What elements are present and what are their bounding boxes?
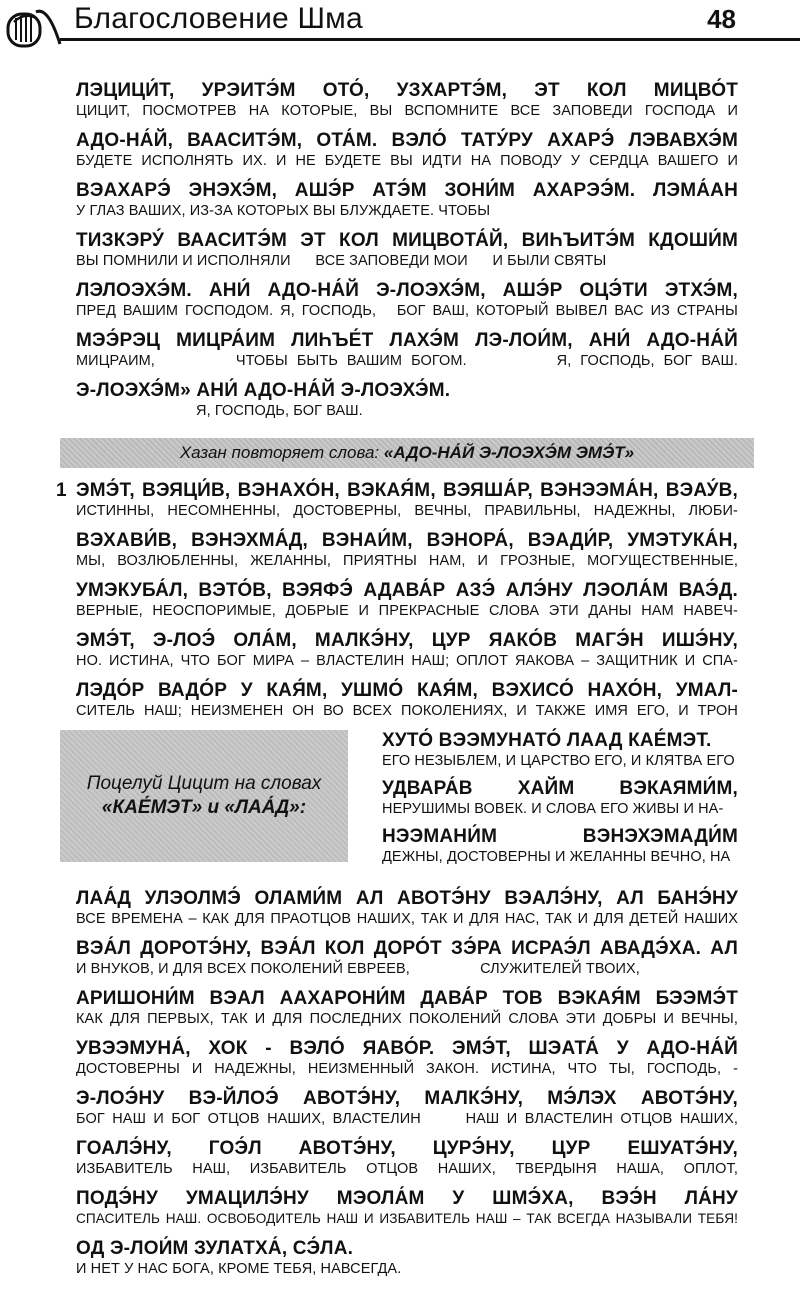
transliteration: ГОАЛЭ́НУ, ГОЭ́Л АВОТЭ́НУ, ЦУРЭ́НУ, ЦУР ЕШУАТЭ́НУ, bbox=[76, 1138, 738, 1159]
translation: ЦИЦИТ, ПОСМОТРЕВ НА КОТОРЫЕ, ВЫ ВСПОМНИТЕ ВСЕ ЗАПОВЕДИ ГОСПОДА И bbox=[76, 103, 738, 119]
translation: ИСТИННЫ, НЕСОМНЕННЫ, ДОСТОВЕРНЫ, ВЕЧНЫ, ПРАВИЛЬНЫ, НАДЕЖНЫ, ЛЮБИ- bbox=[76, 503, 738, 519]
transliteration: АРИШОНИ́М ВЭАЛ ААХАРОНИ́М ДАВА́Р ТОВ ВЭКАЯ́М БЭЭМЭ́Т bbox=[76, 988, 738, 1009]
translation: НЕРУШИМЫ ВОВЕК. И СЛОВА ЕГО ЖИВЫ И НА- bbox=[382, 801, 724, 817]
translation: И ВНУКОВ, И ДЛЯ ВСЕХ ПОКОЛЕНИЙ ЕВРЕЕВ, СЛУЖИТЕЛЕЙ ТВОИХ, bbox=[76, 961, 640, 977]
transliteration: ЛЭДО́Р ВАДО́Р У КАЯ́М, УШМО́ КАЯ́М, ВЭХИСО́ НАХО́Н, УМАЛ- bbox=[76, 680, 738, 701]
verse-line bbox=[76, 80, 738, 120]
transliteration: УМЭКУБА́Л, ВЭТО́В, ВЭЯФЭ́ АДАВА́Р АЗЭ́ АЛЭ́НУ ЛЭОЛА́М ВАЭ́Д. bbox=[76, 580, 738, 601]
transliteration: ТИЗКЭРУ́ ВААСИТЭ́М ЭТ КОЛ МИЦВОТА́Й, ВИҺЪИТЭ́М КДОШИ́М bbox=[76, 230, 738, 251]
translation: И НЕТ У НАС БОГА, КРОМЕ ТЕБЯ, НАВСЕГДА. bbox=[76, 1261, 402, 1277]
verse-line bbox=[76, 280, 738, 320]
verse-line bbox=[76, 1138, 738, 1178]
verse-line bbox=[76, 530, 738, 570]
translation: ВЕРНЫЕ, НЕОСПОРИМЫЕ, ДОБРЫЕ И ПРЕКРАСНЫЕ СЛОВА ЭТИ ДАНЫ НАМ НАВЕЧ- bbox=[76, 603, 738, 619]
instruction-words: «КАЕ́МЭТ» и «ЛАА́Д»: bbox=[101, 797, 307, 818]
transliteration: Э-ЛОЭ́НУ ВЭ-ЙЛОЭ́ АВОТЭ́НУ, МАЛКЭ́НУ, МЭ́ЛЭХ АВОТЭ́НУ, bbox=[76, 1088, 738, 1109]
page-title: Благословение Шма bbox=[74, 2, 363, 35]
verse-line bbox=[56, 480, 738, 520]
translation: Я, ГОСПОДЬ, БОГ ВАШ. bbox=[196, 403, 363, 419]
verse-line bbox=[76, 230, 738, 270]
header-rule bbox=[60, 38, 800, 41]
transliteration: АДО-НА́Й, ВААСИТЭ́М, ОТА́М. ВЭЛО́ ТАТУ́РУ АХАРЭ́ ЛЭВАВХЭ́М bbox=[76, 130, 738, 151]
translation: БОГ НАШ И БОГ ОТЦОВ НАШИХ, ВЛАСТЕЛИН НАШ И ВЛАСТЕЛИН ОТЦОВ НАШИХ, bbox=[76, 1111, 738, 1127]
transliteration: ЛАА́Д УЛЭОЛМЭ́ ОЛАМИ́М АЛ АВОТЭ́НУ ВЭАЛЭ́НУ, АЛ БАНЭ́НУ bbox=[76, 888, 738, 909]
transliteration: ЭМЭ́Т, ВЭЯЦИ́В, ВЭНАХО́Н, ВЭКАЯ́М, ВЭЯША́Р, ВЭНЭЭМА́Н, ВЭАУ́В, bbox=[76, 480, 738, 501]
verse-line bbox=[76, 938, 738, 978]
verse-line bbox=[76, 1188, 738, 1228]
verse-line bbox=[76, 180, 738, 220]
transliteration: ХУТО́ ВЭЭМУНАТО́ ЛААД КАЕ́МЭТ. bbox=[382, 730, 712, 751]
translation: ВЫ ПОМНИЛИ И ИСПОЛНЯЛИ ВСЕ ЗАПОВЕДИ МОИ И БЫЛИ СВЯТЫ bbox=[76, 253, 607, 269]
instruction-line: Поцелуй Цицит на словах bbox=[86, 773, 322, 794]
verse-line bbox=[76, 580, 738, 620]
verse-line bbox=[382, 826, 738, 866]
banner-bold-text: «АДО-НА́Й Э-ЛОЭХЭ́М ЭМЭ́Т» bbox=[383, 443, 635, 462]
verse-line bbox=[76, 330, 738, 370]
transliteration: ПОДЭ́НУ УМАЦИЛЭ́НУ МЭОЛА́М У ШМЭ́ХА, ВЭЭ́Н ЛА́НУ bbox=[76, 1188, 738, 1209]
translation: НО. ИСТИНА, ЧТО БОГ МИРА – ВЛАСТЕЛИН НАШ; ОПЛОТ ЯАКОВА – ЗАЩИТНИК И СПА- bbox=[76, 653, 738, 669]
translation: МЫ, ВОЗЛЮБЛЕННЫ, ЖЕЛАННЫ, ПРИЯТНЫ НАМ, И ГРОЗНЫЕ, МОГУЩЕСТВЕННЫЕ, bbox=[76, 553, 738, 569]
verse-line bbox=[76, 988, 738, 1028]
tzitzit-kiss-instruction bbox=[60, 730, 348, 862]
translation: ВСЕ ВРЕМЕНА – КАК ДЛЯ ПРАОТЦОВ НАШИХ, ТАК И ДЛЯ НАС, ТАК И ДЛЯ ДЕТЕЙ НАШИХ bbox=[76, 911, 738, 927]
transliteration: ЛЭЦИЦИ́Т, УРЭИТЭ́М ОТО́, УЗХАРТЭ́М, ЭТ КОЛ МИЦВО́Т bbox=[76, 80, 738, 101]
verse-line bbox=[76, 1238, 738, 1278]
translation: ДОСТОВЕРНЫ И НАДЕЖНЫ, НЕИЗМЕННЫЙ ЗАКОН. ИСТИНА, ЧТО ТЫ, ГОСПОДЬ, - bbox=[76, 1061, 738, 1077]
transliteration: Э-ЛОЭХЭ́М» АНИ́ АДО-НА́Й Э-ЛОЭХЭ́М. bbox=[76, 380, 451, 401]
verse-line bbox=[76, 130, 738, 170]
verse-line bbox=[76, 630, 738, 670]
transliteration: ВЭХАВИ́В, ВЭНЭХМА́Д, ВЭНАИ́М, ВЭНОРА́, ВЭАДИ́Р, УМЭТУКА́Н, bbox=[76, 530, 738, 551]
verse-number: 1 bbox=[56, 480, 67, 501]
transliteration: УВЭЭМУНА́, ХОК - ВЭЛО́ ЯАВО́Р. ЭМЭ́Т, ШЭАТА́ У АДО-НА́Й bbox=[76, 1038, 738, 1059]
verse-line bbox=[382, 730, 738, 770]
split-text-column bbox=[382, 730, 738, 874]
transliteration: ВЭАХАРЭ́ ЭНЭХЭ́М, АШЭ́Р АТЭ́М ЗОНИ́М АХАРЭЭ́М. ЛЭМА́АН bbox=[76, 180, 738, 201]
translation: ИЗБАВИТЕЛЬ НАШ, ИЗБАВИТЕЛЬ ОТЦОВ НАШИХ, ТВЕРДЫНЯ НАША, ОПЛОТ, bbox=[76, 1161, 738, 1177]
translation: МИЦРАИМ, ЧТОБЫ БЫТЬ ВАШИМ БОГОМ. Я, ГОСПОДЬ, БОГ ВАШ. bbox=[76, 353, 738, 369]
split-section bbox=[76, 730, 738, 880]
translation: ДЕЖНЫ, ДОСТОВЕРНЫ И ЖЕЛАННЫ ВЕЧНО, НА bbox=[382, 849, 731, 865]
transliteration: ОД Э-ЛОИ́М ЗУЛАТХА́, СЭ́ЛА. bbox=[76, 1238, 354, 1259]
hazzan-instruction-banner bbox=[60, 438, 754, 468]
transliteration: УДВАРА́В ХАЙМ ВЭКАЯМИ́М, bbox=[382, 778, 738, 799]
transliteration: МЭЭ́РЭЦ МИЦРА́ИМ ЛИҺЪЕ́Т ЛАХЭ́М ЛЭ-ЛОИ́М, АНИ́ АДО-НА́Й bbox=[76, 330, 738, 351]
translation: СИТЕЛЬ НАШ; НЕИЗМЕНЕН ОН ВО ВСЕХ ПОКОЛЕНИЯХ, И ТАКЖЕ ИМЯ ЕГО, И ТРОН bbox=[76, 703, 738, 719]
page-header bbox=[0, 0, 800, 42]
translation: ПРЕД ВАШИМ ГОСПОДОМ. Я, ГОСПОДЬ, БОГ ВАШ, КОТОРЫЙ ВЫВЕЛ ВАС ИЗ СТРАНЫ bbox=[76, 303, 738, 319]
verse-line bbox=[382, 778, 738, 818]
verse-line bbox=[76, 380, 738, 420]
transliteration: ЛЭЛОЭХЭ́М. АНИ́ АДО-НА́Й Э-ЛОЭХЭ́М, АШЭ́Р ОЦЭ́ТИ ЭТХЭ́М, bbox=[76, 280, 738, 301]
verse-line bbox=[76, 1038, 738, 1078]
translation: ЕГО НЕЗЫБЛЕМ, И ЦАРСТВО ЕГО, И КЛЯТВА ЕГО bbox=[382, 753, 735, 769]
translation: БУДЕТЕ ИСПОЛНЯТЬ ИХ. И НЕ БУДЕТЕ ВЫ ИДТИ НА ПОВОДУ У СЕРДЦА ВАШЕГО И bbox=[76, 153, 738, 169]
verse-line bbox=[76, 888, 738, 928]
prayer-text bbox=[56, 80, 738, 1288]
transliteration: ВЭА́Л ДОРОТЭ́НУ, ВЭА́Л КОЛ ДОРО́Т ЗЭ́РА ИСРАЭ́Л АВАДЭ́ХА. АЛ bbox=[76, 938, 738, 959]
page-number: 48 bbox=[707, 4, 736, 34]
translation: У ГЛАЗ ВАШИХ, ИЗ-ЗА КОТОРЫХ ВЫ БЛУЖДАЕТЕ. ЧТОБЫ bbox=[76, 203, 491, 219]
translation: КАК ДЛЯ ПЕРВЫХ, ТАК И ДЛЯ ПОСЛЕДНИХ ПОКОЛЕНИЙ СЛОВА ЭТИ ДОБРЫ И ВЕЧНЫ, bbox=[76, 1011, 738, 1027]
tallit-logo-icon bbox=[6, 4, 62, 50]
verse-line bbox=[76, 680, 738, 720]
verse-line bbox=[76, 1088, 738, 1128]
banner-text: Хазан повторяет слова: bbox=[179, 443, 384, 462]
transliteration: ЭМЭ́Т, Э-ЛОЭ́ ОЛА́М, МАЛКЭ́НУ, ЦУР ЯАКО́В МАГЭ́Н ИШЭ́НУ, bbox=[76, 630, 738, 651]
transliteration: НЭЭМАНИ́М ВЭНЭХЭМАДИ́М bbox=[382, 826, 738, 847]
translation: СПАСИТЕЛЬ НАШ. ОСВОБОДИТЕЛЬ НАШ И ИЗБАВИТЕЛЬ НАШ – ТАК ВСЕГДА НАЗЫВАЛИ ТЕБЯ! bbox=[76, 1211, 738, 1226]
